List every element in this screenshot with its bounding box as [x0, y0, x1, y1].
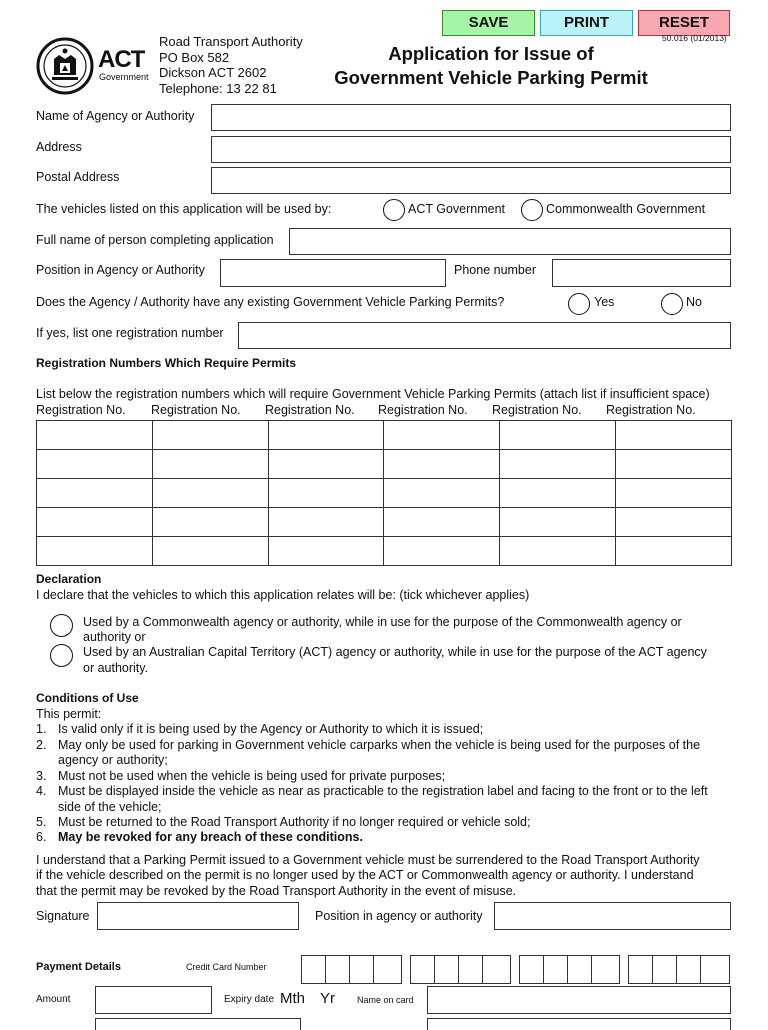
registration-one-input[interactable] — [238, 322, 731, 349]
registration-instructions: List below the registration numbers which will require Government Vehicle Parking Permits (attach list if insufficient space) — [36, 387, 710, 401]
registration-cell[interactable] — [37, 450, 153, 479]
amount-label: Amount — [36, 994, 71, 1005]
used-by-cwth-label: Commonwealth Government — [546, 202, 706, 216]
registration-cell[interactable] — [616, 421, 732, 450]
reset-button[interactable]: RESET — [638, 10, 730, 36]
expiry-date-label: Expiry date — [224, 994, 275, 1005]
registration-cell[interactable] — [384, 450, 500, 479]
condition-number: 4. — [36, 784, 47, 798]
condition-text: Must not be used when the vehicle is being used for private purposes; — [58, 769, 446, 783]
form-title-line2: Government Vehicle Parking Permit — [334, 67, 648, 88]
table-row — [37, 508, 732, 537]
full-name-input[interactable] — [289, 228, 731, 255]
rta-address-line: Telephone: 13 22 81 — [159, 81, 277, 96]
form-title-line1: Application for Issue of — [388, 43, 594, 64]
declaration-option2-line1: Used by an Australian Capital Territory (ACT) agency or authority, while in use for the purpose of the ACT agency — [83, 645, 707, 659]
registration-cell[interactable] — [616, 450, 732, 479]
credit-card-digit-box[interactable] — [592, 956, 616, 983]
registration-cell[interactable] — [384, 421, 500, 450]
full-name-label: Full name of person completing application — [36, 233, 274, 247]
registration-cell[interactable] — [616, 479, 732, 508]
credit-card-digits-group[interactable] — [628, 955, 730, 984]
rta-address-line: Dickson ACT 2602 — [159, 65, 267, 80]
used-by-act-radio[interactable] — [383, 199, 405, 221]
expiry-year-label: Yr — [320, 990, 335, 1007]
declaration-intro: I declare that the vehicles to which this application relates will be: (tick whichever applies) — [36, 588, 530, 602]
declaration-option1-line2: authority or — [83, 630, 146, 644]
credit-card-digit-box[interactable] — [483, 956, 507, 983]
registration-cell[interactable] — [384, 537, 500, 566]
registration-cell[interactable] — [268, 421, 384, 450]
registration-column-header: Registration No. — [151, 403, 241, 417]
credit-card-number-label: Credit Card Number — [186, 962, 267, 972]
conditions-intro: This permit: — [36, 707, 102, 721]
table-row — [37, 450, 732, 479]
declaration-option2-line2: or authority. — [83, 661, 149, 675]
credit-card-digit-box[interactable] — [629, 956, 653, 983]
used-by-question: The vehicles listed on this application will be used by: — [36, 202, 332, 216]
condition-number: 3. — [36, 769, 47, 783]
registration-cell[interactable] — [616, 508, 732, 537]
phone-input[interactable] — [552, 259, 731, 287]
condition-number: 2. — [36, 738, 47, 752]
registration-cell[interactable] — [268, 450, 384, 479]
registration-column-header: Registration No. — [606, 403, 696, 417]
name-on-card-label: Name on card — [357, 995, 414, 1005]
credit-card-digit-box[interactable] — [435, 956, 459, 983]
registration-table — [36, 420, 732, 566]
registration-cell[interactable] — [384, 479, 500, 508]
credit-card-digits-group[interactable] — [301, 955, 402, 984]
existing-yes-label: Yes — [594, 295, 615, 309]
registration-cell[interactable] — [500, 479, 616, 508]
postal-address-label: Postal Address — [36, 170, 120, 184]
credit-card-digits-group[interactable] — [519, 955, 620, 984]
registration-column-header: Registration No. — [265, 403, 355, 417]
position-label: Position in Agency or Authority — [36, 263, 205, 277]
existing-permits-question: Does the Agency / Authority have any existing Government Vehicle Parking Permits? — [36, 295, 505, 309]
agency-name-input[interactable] — [211, 104, 731, 131]
registration-column-header: Registration No. — [378, 403, 468, 417]
registration-cell[interactable] — [616, 537, 732, 566]
amount-input[interactable] — [95, 986, 212, 1014]
credit-card-digit-box[interactable] — [350, 956, 374, 983]
payment-heading: Payment Details — [36, 961, 121, 973]
declaration-cwth-radio[interactable] — [50, 614, 73, 637]
registration-cell[interactable] — [500, 450, 616, 479]
position-input[interactable] — [220, 259, 446, 287]
payment-extra-field[interactable] — [95, 1018, 301, 1030]
condition-text: Must be returned to the Road Transport Authority if no longer required or vehicle sold; — [58, 815, 531, 829]
signature-label: Signature — [36, 909, 90, 923]
credit-card-digit-box[interactable] — [302, 956, 326, 983]
table-row — [37, 537, 732, 566]
registration-cell[interactable] — [500, 508, 616, 537]
condition-number: 5. — [36, 815, 47, 829]
table-row — [37, 479, 732, 508]
address-input[interactable] — [211, 136, 731, 163]
understand-line: that the permit may be revoked by the Road Transport Authority in the event of misuse. — [36, 884, 517, 898]
form-code: 50.016 (01/2013) — [662, 33, 727, 43]
condition-text: Must be displayed inside the vehicle as near as practicable to the registration label and facing to the front or to the left — [58, 784, 708, 798]
postal-address-input[interactable] — [211, 167, 731, 194]
condition-text: agency or authority; — [58, 753, 168, 767]
phone-label: Phone number — [454, 263, 537, 277]
name-on-card-input[interactable] — [427, 986, 731, 1014]
registration-cell[interactable] — [152, 421, 268, 450]
registration-cell[interactable] — [152, 508, 268, 537]
credit-card-digit-box[interactable] — [411, 956, 435, 983]
registration-column-header: Registration No. — [492, 403, 582, 417]
registration-column-header: Registration No. — [36, 403, 126, 417]
declaration-heading: Declaration — [36, 572, 102, 586]
logo-text: ACT — [98, 46, 145, 73]
agency-name-label: Name of Agency or Authority — [36, 109, 195, 123]
rta-address-line: Road Transport Authority — [159, 34, 303, 49]
act-crest-icon — [36, 37, 94, 95]
registration-cell[interactable] — [37, 508, 153, 537]
registration-cell[interactable] — [152, 537, 268, 566]
condition-number: 6. — [36, 830, 47, 844]
credit-card-digit-box[interactable] — [326, 956, 350, 983]
condition-text: May only be used for parking in Government vehicle carparks when the vehicle is being used for the purposes of the — [58, 738, 701, 752]
registration-cell[interactable] — [500, 537, 616, 566]
credit-card-digit-box[interactable] — [459, 956, 483, 983]
condition-text: May be revoked for any breach of these conditions. — [58, 830, 363, 844]
registration-cell[interactable] — [268, 508, 384, 537]
credit-card-digit-box[interactable] — [374, 956, 398, 983]
credit-card-digit-box[interactable] — [677, 956, 701, 983]
registration-heading: Registration Numbers Which Require Permits — [36, 356, 297, 370]
existing-no-radio[interactable] — [661, 293, 683, 315]
table-row — [37, 421, 732, 450]
understand-line: I understand that a Parking Permit issued to a Government vehicle must be surrendered to the Road Transport Authority — [36, 853, 700, 867]
credit-card-digit-box[interactable] — [701, 956, 725, 983]
registration-one-label: If yes, list one registration number — [36, 326, 224, 340]
credit-card-digit-box[interactable] — [520, 956, 544, 983]
registration-cell[interactable] — [268, 479, 384, 508]
print-button[interactable]: PRINT — [540, 10, 633, 36]
condition-number: 1. — [36, 722, 47, 736]
used-by-act-label: ACT Government — [408, 202, 506, 216]
credit-card-digit-box[interactable] — [544, 956, 568, 983]
registration-cell[interactable] — [37, 537, 153, 566]
existing-yes-radio[interactable] — [568, 293, 590, 315]
understand-line: if the vehicle described on the permit is no longer used by the ACT or Commonwealth agency or authority. I understand — [36, 868, 694, 882]
registration-cell[interactable] — [152, 450, 268, 479]
signature-input[interactable] — [97, 902, 299, 930]
act-logo — [36, 37, 150, 95]
save-button[interactable]: SAVE — [442, 10, 535, 36]
credit-card-digit-box[interactable] — [568, 956, 592, 983]
registration-cell[interactable] — [384, 508, 500, 537]
expiry-month-label: Mth — [280, 990, 306, 1007]
registration-cell[interactable] — [268, 537, 384, 566]
credit-card-digit-box[interactable] — [653, 956, 677, 983]
registration-cell[interactable] — [37, 479, 153, 508]
declaration-option1-line1: Used by a Commonwealth agency or authority, while in use for the purpose of the Commonwealth agency or — [83, 615, 682, 629]
signature-position-label: Position in agency or authority — [315, 909, 483, 923]
registration-cell[interactable] — [152, 479, 268, 508]
rta-address-line: PO Box 582 — [159, 50, 230, 65]
address-label: Address — [36, 140, 82, 154]
registration-cell[interactable] — [37, 421, 153, 450]
logo-subtext: Government — [99, 72, 149, 82]
credit-card-digits-group[interactable] — [410, 955, 511, 984]
registration-cell[interactable] — [500, 421, 616, 450]
payment-extra-field[interactable] — [427, 1018, 731, 1030]
existing-no-label: No — [686, 295, 702, 309]
declaration-act-radio[interactable] — [50, 644, 73, 667]
condition-text: Is valid only if it is being used by the Agency or Authority to which it is issued; — [58, 722, 484, 736]
condition-text: side of the vehicle; — [58, 800, 162, 814]
conditions-heading: Conditions of Use — [36, 691, 139, 705]
signature-position-input[interactable] — [494, 902, 731, 930]
used-by-cwth-radio[interactable] — [521, 199, 543, 221]
